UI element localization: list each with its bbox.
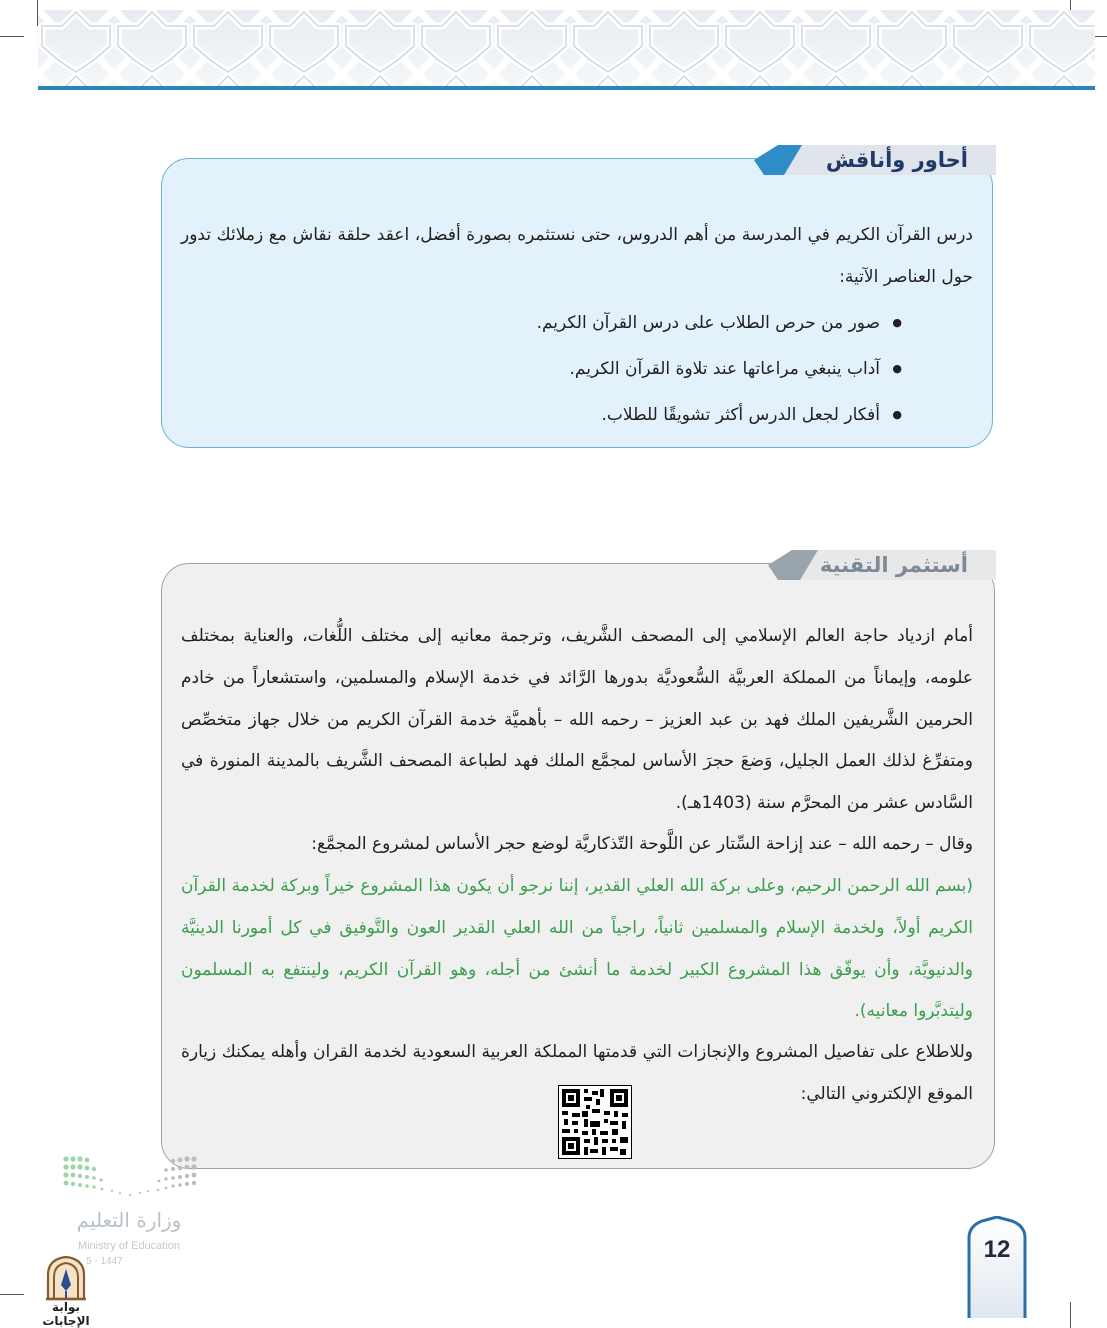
geometric-pattern-icon <box>38 10 1095 88</box>
tech-paragraph: وللاطلاع على تفاصيل المشروع والإنجازات التي قدمتها المملكة العربية السعودية لخدمة القران وأهله يمكنك زيارة الموقع الإلكتروني التالي: <box>181 1042 973 1104</box>
discussion-intro: درس القرآن الكريم في المدرسة من أهم الدروس، حتى نستثمره بصورة أفضل، اعقد حلقة نقاش مع زملائك تدور حول العناصر الآتية: <box>181 225 973 287</box>
ministry-name-english: Ministry of Education <box>77 1240 181 1252</box>
list-item: ● أفكار لجعل الدرس أكثر تشويقًا للطلاب. <box>342 392 902 438</box>
list-item: ● آداب ينبغي مراعاتها عند تلاوة القرآن الكريم. <box>342 346 902 392</box>
header-ornament-band <box>38 10 1095 88</box>
discussion-title-tab <box>750 141 996 179</box>
header-rule <box>38 86 1095 90</box>
section-title: أحاور وأناقش <box>825 148 968 172</box>
ministry-year: 5 - 1447 <box>86 1256 123 1267</box>
technology-title-tab <box>764 546 996 584</box>
answers-portal-name: بوابة الإجابات <box>42 1300 90 1328</box>
list-item: ● صور من حرص الطلاب على درس القرآن الكريم. <box>342 300 902 346</box>
tech-paragraph: أمام ازدياد حاجة العالم الإسلامي إلى المصحف الشَّريف، وترجمة معانيه إلى مختلف اللُّغات، والعناية بمختلف علومه، وإيماناً من المملكة العربيَّة السُّعوديَّة بدورها الرَّائد في خدمة الإسلام والمسلمين، واستشعاراً من خادم الحرمين الشَّريفين الملك فهد بن عبد العزيز – رحمه الله – بأهميَّة خدمة القرآن الكريم من خلال جهاز متخصِّص ومتفرِّغ لذلك العمل الجليل، وَضعَ حجرَ الأساس لمجمَّع الملك فهد لطباعة المصحف الشَّريف بالمدينة المنورة في السَّادس عشر من المحرَّم سنة (1403هـ). <box>181 626 973 814</box>
crop-mark <box>1070 1302 1071 1328</box>
royal-quote: (بسم الله الرحمن الرحيم، وعلى بركة الله العلي القدير، إننا نرجو أن يكون هذا المشروع خيراً وبركة لخدمة القرآن الكريم أولاً، ولخدمة الإسلام والمسلمين ثانياً، راجياً من الله العلي القدير العون والتَّوفيق في كل أمورنا الدينيَّة والدنيويَّة، وأن يوفّق هذا المشروع الكبير لخدمة ما أنشئ من أجله، وهو القرآن الكريم، ولينتفع به المسلمون وليتدبَّروا معانيه). <box>181 876 973 1022</box>
ministry-logo-icon <box>62 1155 198 1199</box>
discussion-bullet-list <box>342 300 902 438</box>
qr-code-icon[interactable] <box>558 1085 632 1159</box>
ministry-name-arabic: وزارة التعليم <box>76 1208 182 1232</box>
crop-mark <box>0 36 24 37</box>
answers-portal-logo-icon <box>44 1255 88 1301</box>
page-number: 12 <box>983 1236 1011 1263</box>
page-number-badge <box>966 1216 1028 1318</box>
crop-mark <box>0 1294 24 1295</box>
section-title: أستثمر التقنية <box>819 553 968 577</box>
tech-paragraph: وقال – رحمه الله – عند إزاحة السِّتار عن اللَّوحة التّذكاريَّة لوضع حجر الأساس لمشروع المجمَّع: <box>311 834 973 854</box>
